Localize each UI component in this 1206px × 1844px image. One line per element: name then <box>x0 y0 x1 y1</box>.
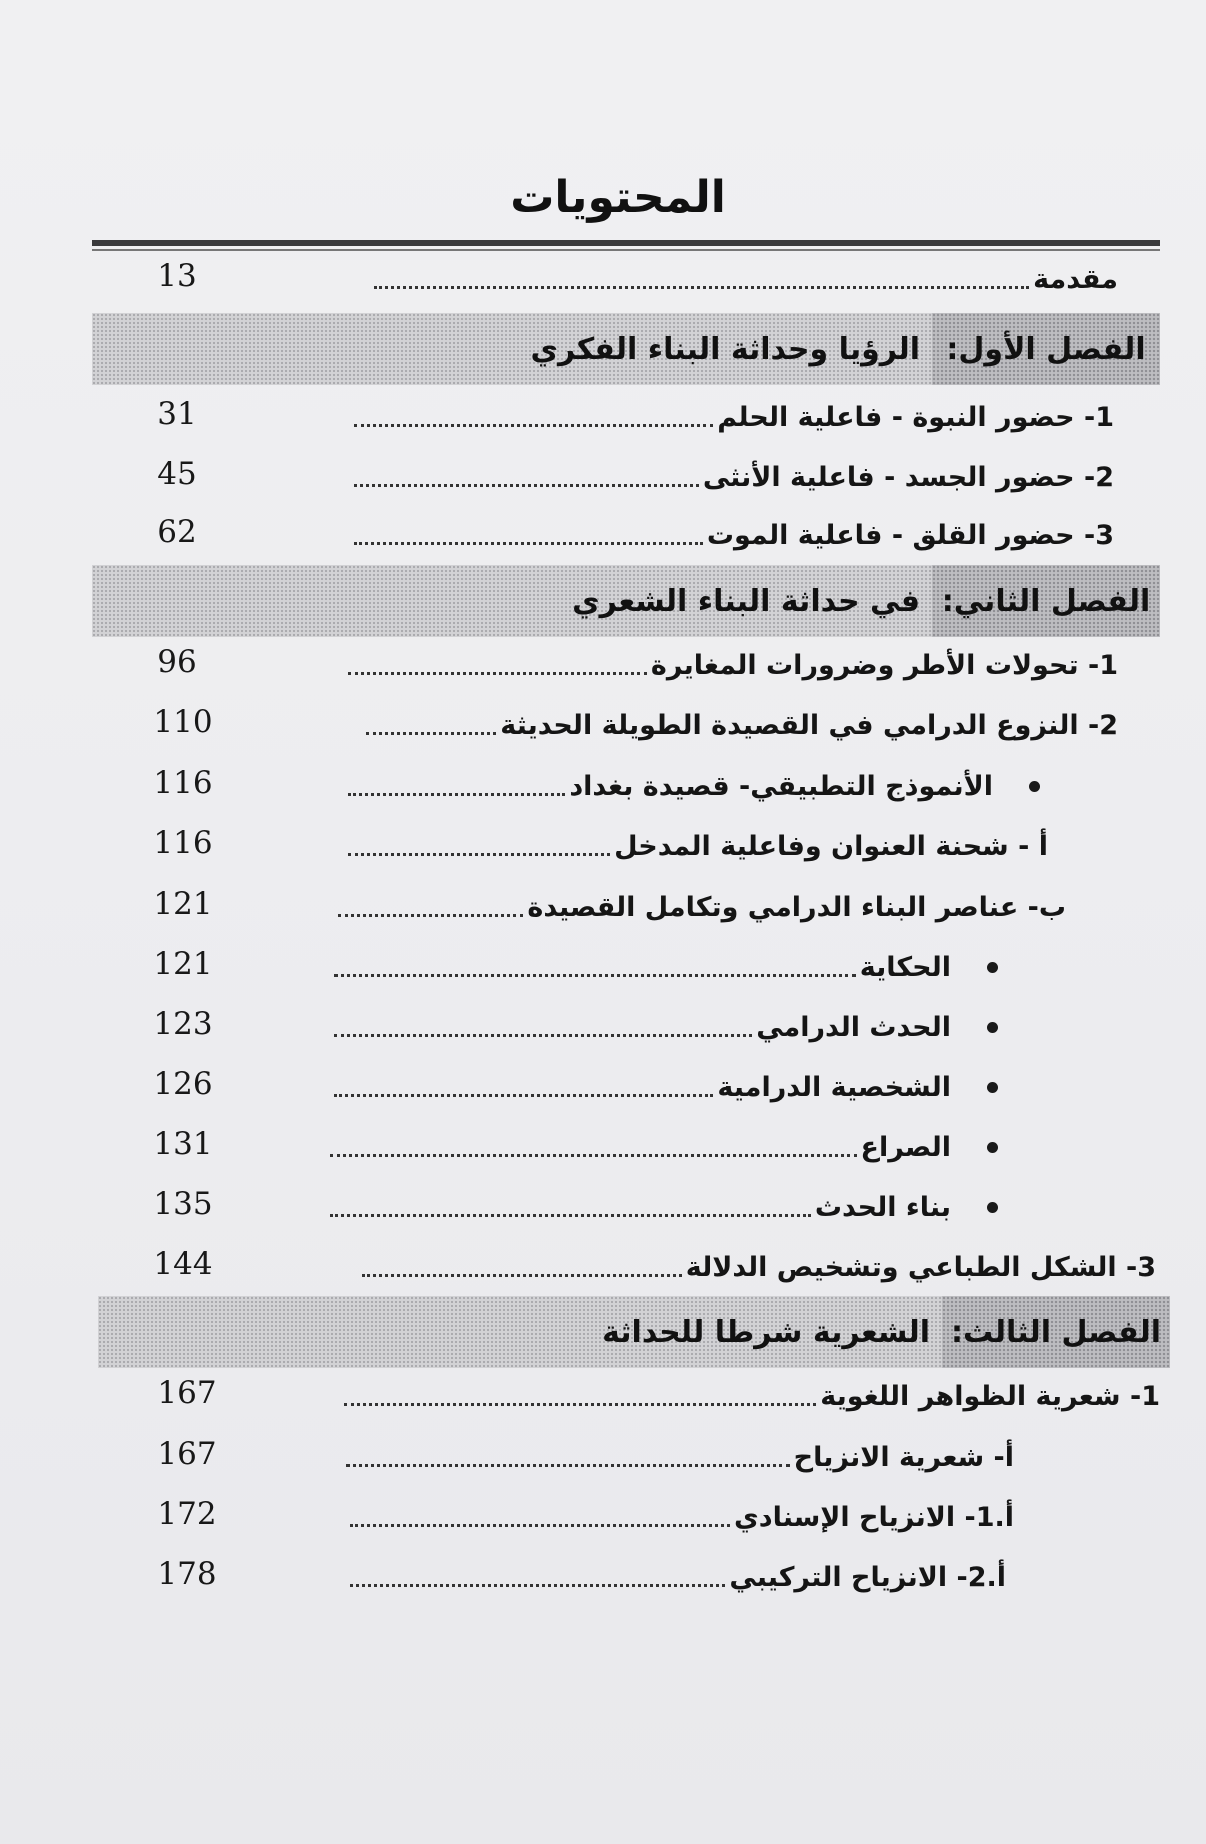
toc-page-number: 178 <box>157 1556 217 1592</box>
toc-entry-label: أ - شحنة العنوان وفاعلية المدخل <box>614 830 1048 862</box>
toc-page-number: 167 <box>157 1375 217 1411</box>
leader-dots <box>350 1524 730 1527</box>
toc-page-number: 110 <box>153 704 213 740</box>
toc-entry[interactable] <box>354 510 1114 560</box>
toc-entry-label: أ.2- الانزياح التركيبي <box>729 1561 1006 1593</box>
leader-dots <box>338 914 523 917</box>
chapter-name: الفصل الأول: <box>932 313 1160 385</box>
toc-page-number: 116 <box>153 825 213 861</box>
toc-page-number: 144 <box>153 1246 213 1282</box>
toc-entry-label: 2- حضور الجسد - فاعلية الأنثى <box>702 461 1114 493</box>
toc-entry[interactable] <box>344 1371 1160 1421</box>
toc-entry-label: أ- شعرية الانزياح <box>793 1441 1014 1473</box>
toc-page-number: 131 <box>153 1126 213 1162</box>
toc-entry-bullet[interactable] <box>330 1122 998 1172</box>
toc-entry-label: مقدمة <box>1033 263 1118 295</box>
chapter-header-1[interactable] <box>92 313 1160 385</box>
chapter-title: الرؤيا وحداثة البناء الفكري <box>530 331 920 367</box>
chapter-header-3[interactable] <box>98 1296 1170 1368</box>
toc-page-number: 121 <box>153 886 213 922</box>
toc-entry-label: 1- حضور النبوة - فاعلية الحلم <box>717 401 1114 433</box>
toc-entry-label: بناء الحدث <box>814 1191 951 1223</box>
toc-entry[interactable] <box>366 700 1118 750</box>
leader-dots <box>334 974 856 977</box>
chapter-title: الشعرية شرطا للحداثة <box>602 1314 930 1350</box>
leader-dots <box>348 793 565 796</box>
leader-dots <box>348 853 610 856</box>
leader-dots <box>374 286 1029 289</box>
page-title: المحتويات <box>510 172 726 223</box>
leader-dots <box>362 1274 682 1277</box>
toc-page-number: 13 <box>157 258 197 294</box>
toc-entry-label: 2- النزوع الدرامي في القصيدة الطويلة الحديثة <box>500 709 1118 741</box>
chapter-header-2[interactable] <box>92 565 1160 637</box>
toc-entry[interactable] <box>348 640 1118 690</box>
leader-dots <box>334 1094 713 1097</box>
bullet-icon <box>987 1142 998 1153</box>
toc-entry[interactable] <box>346 1432 1014 1482</box>
bullet-icon <box>987 962 998 973</box>
leader-dots <box>366 732 496 735</box>
toc-entry-label: 1- تحولات الأطر وضرورات المغايرة <box>650 649 1118 681</box>
toc-entry[interactable] <box>348 821 1048 871</box>
toc-page-number: 116 <box>153 765 213 801</box>
toc-entry-bullet[interactable] <box>334 1062 998 1112</box>
toc-page-number: 123 <box>153 1006 213 1042</box>
toc-page-number: 31 <box>157 396 197 432</box>
chapter-title: في حداثة البناء الشعري <box>572 583 920 619</box>
bullet-icon <box>987 1202 998 1213</box>
toc-entry-label: ب- عناصر البناء الدرامي وتكامل القصيدة <box>527 891 1066 923</box>
toc-entry[interactable] <box>338 882 1066 932</box>
toc-entry-label: 3- حضور القلق - فاعلية الموت <box>706 519 1114 551</box>
leader-dots <box>334 1034 752 1037</box>
toc-entry[interactable] <box>354 452 1114 502</box>
leader-dots <box>354 484 699 487</box>
leader-dots <box>344 1403 816 1406</box>
toc-page-number: 62 <box>157 514 197 550</box>
toc-entry-bullet[interactable] <box>334 1002 998 1052</box>
toc-entry-label: الأنموذج التطبيقي- قصيدة بغداد <box>569 770 993 802</box>
toc-entry[interactable] <box>350 1552 1006 1602</box>
toc-page-number: 135 <box>153 1186 213 1222</box>
toc-entry[interactable] <box>350 1492 1014 1542</box>
leader-dots <box>346 1464 790 1467</box>
toc-entry-bullet[interactable] <box>348 761 1040 811</box>
toc-entry[interactable] <box>362 1242 1156 1292</box>
toc-entry-bullet[interactable] <box>330 1182 998 1232</box>
toc-entry-label: الشخصية الدرامية <box>717 1071 951 1103</box>
title-rule-thin <box>92 249 1160 251</box>
leader-dots <box>348 672 647 675</box>
toc-entry-bullet[interactable] <box>334 942 998 992</box>
toc-page-number: 172 <box>157 1496 217 1532</box>
toc-entry-label: الصراع <box>860 1131 951 1163</box>
toc-page-number: 96 <box>157 644 197 680</box>
toc-page-number: 167 <box>157 1436 217 1472</box>
bullet-icon <box>987 1022 998 1033</box>
leader-dots <box>330 1214 811 1217</box>
toc-entry-label: الحكاية <box>859 951 951 983</box>
toc-entry-label: أ.1- الانزياح الإسنادي <box>733 1501 1014 1533</box>
toc-page-number: 126 <box>153 1066 213 1102</box>
bullet-icon <box>1029 781 1040 792</box>
toc-entry-label: الحدث الدرامي <box>756 1011 951 1043</box>
chapter-name: الفصل الثاني: <box>932 565 1160 637</box>
toc-entry-label: 1- شعرية الظواهر اللغوية <box>820 1380 1160 1412</box>
toc-page-number: 121 <box>153 946 213 982</box>
bullet-icon <box>987 1082 998 1093</box>
leader-dots <box>354 424 713 427</box>
leader-dots <box>330 1154 857 1157</box>
toc-page-number: 45 <box>157 456 197 492</box>
toc-entry-label: 3- الشكل الطباعي وتشخيص الدلالة <box>685 1251 1156 1283</box>
chapter-name: الفصل الثالث: <box>942 1296 1170 1368</box>
toc-entry[interactable] <box>354 392 1114 442</box>
leader-dots <box>354 542 703 545</box>
leader-dots <box>350 1584 725 1587</box>
toc-entry-intro[interactable] <box>374 254 1118 304</box>
title-rule <box>92 240 1160 246</box>
